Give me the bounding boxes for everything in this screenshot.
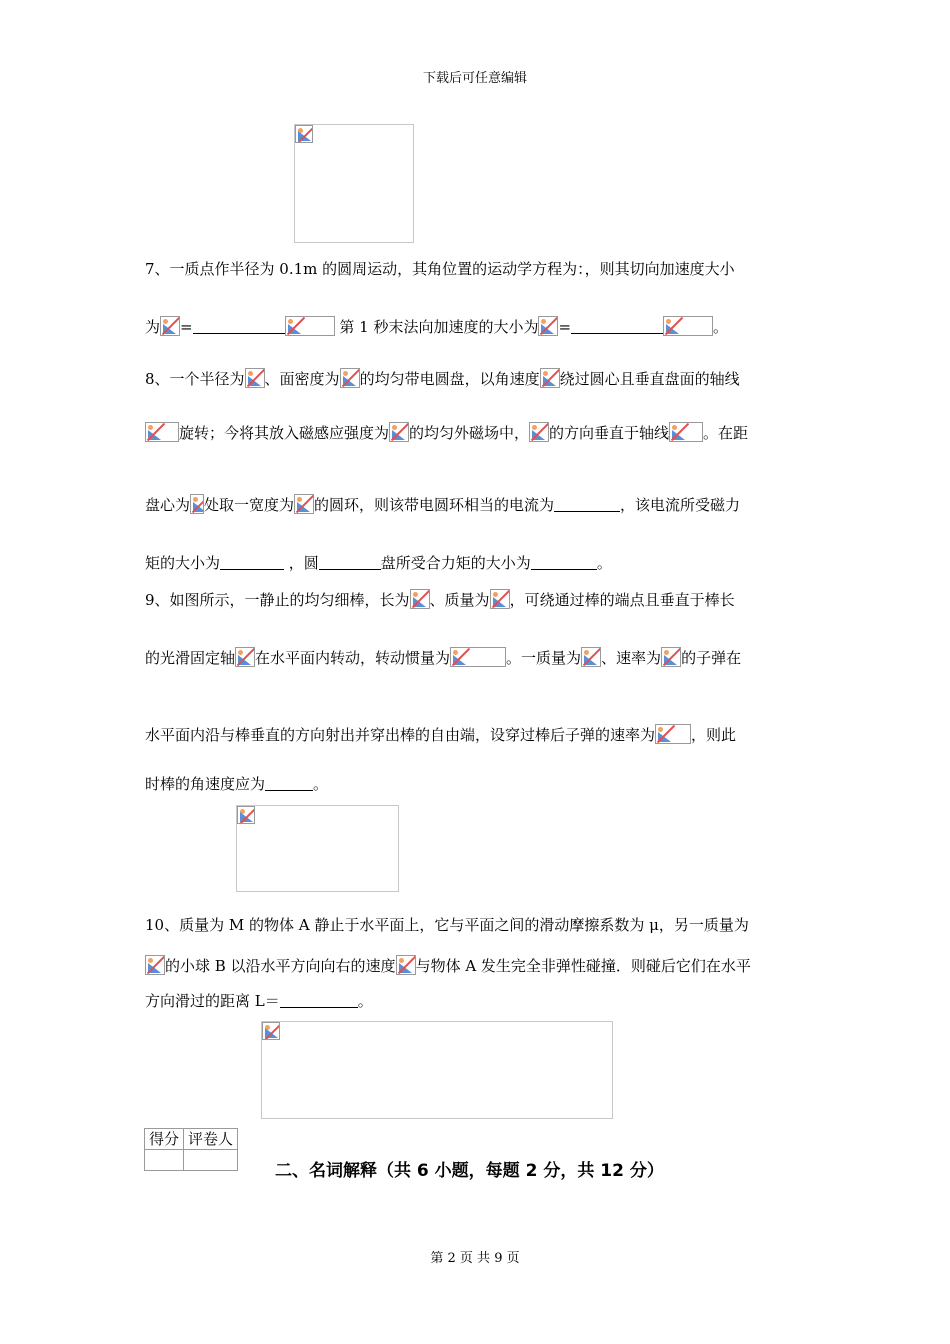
q9-line-4: 时棒的角速度应为 。 [145,775,329,793]
formula-image-icon [389,422,409,442]
q8-line-4: 矩的大小为 ，圆 盘所受合力矩的大小为 。 [145,554,612,572]
answer-blank[interactable] [554,496,620,512]
figure-placeholder-2 [236,805,399,892]
broken-image-icon [295,125,313,143]
formula-image-icon [285,316,335,336]
answer-blank[interactable] [280,992,358,1008]
q9-line-2: 的光滑固定轴 在水平面内转动，转动惯量为 。一质量为 、速率为 的子弹在 [145,649,742,667]
formula-image-icon [396,955,416,975]
q10-line-2: 的小球 B 以沿水平方向向右的速度 与物体 A 发生完全非弹性碰撞．则碰后它们在水平 [145,955,751,977]
formula-image-icon [160,316,180,336]
figure-placeholder-1 [294,124,414,243]
figure-placeholder-3 [261,1021,613,1119]
q8-line-2: 旋转；今将其放入磁感应强度为 的均匀外磁场中， 的方向垂直于轴线 。在距 [145,422,748,444]
formula-image-icon [145,955,165,975]
broken-image-icon [237,806,255,824]
q9-line-1: 9、如图所示，一静止的均匀细棒，长为 、质量为 ，可绕通过棒的端点且垂直于棒长 [145,591,735,609]
formula-image-icon [235,647,255,667]
answer-blank[interactable] [319,554,381,570]
formula-image-icon [529,422,549,442]
formula-image-icon [294,494,314,514]
formula-image-icon [663,316,713,336]
q10-line-1: 10、质量为 M 的物体 A 静止于水平面上，它与平面之间的滑动摩擦系数为 μ，另一质量为 [145,916,749,934]
grader-cell[interactable] [184,1150,238,1171]
section-2-title: 二、名词解释（共 6 小题，每题 2 分，共 12 分） [275,1161,664,1181]
q9-line-3: 水平面内沿与棒垂直的方向射出并穿出棒的自由端，设穿过棒后子弹的速率为 ，则此 [145,726,737,744]
formula-image-icon [245,368,265,388]
page-header: 下载后可任意编辑 [422,71,527,86]
answer-blank[interactable] [531,554,597,570]
broken-image-icon [262,1022,280,1040]
score-table [144,1128,238,1171]
q8-line-1: 8、一个半径为 、面密度为 的均匀带电圆盘，以角速度 绕过圆心且垂直盘面的轴线 [145,370,740,388]
q7-line-1: 7、一质点作半径为 0.1m 的圆周运动，其角位置的运动学方程为：，则其切向加速度大小 [145,260,735,278]
answer-blank[interactable] [571,318,663,334]
q8-line-3: 盘心为 处取一宽度为 的圆环，则该带电圆环相当的电流为 ，该电流所受磁力 [145,496,741,514]
formula-image-icon [145,422,179,442]
formula-image-icon [661,647,681,667]
formula-image-icon [190,494,204,514]
formula-image-icon [655,724,691,744]
formula-image-icon [538,316,558,336]
page-footer: 第 2 页 共 9 页 [430,1251,520,1266]
formula-image-icon [540,368,560,388]
formula-image-icon [340,368,360,388]
score-cell[interactable] [145,1150,184,1171]
formula-image-icon [410,589,430,609]
formula-image-icon [450,647,506,667]
answer-blank[interactable] [220,554,284,570]
answer-blank[interactable] [193,318,285,334]
grader-header: 评卷人 [184,1129,238,1150]
formula-image-icon [490,589,510,609]
answer-blank[interactable] [265,775,313,791]
score-header: 得分 [145,1129,184,1150]
q10-line-3: 方向滑过的距离 L＝ 。 [145,992,373,1010]
formula-image-icon [581,647,601,667]
formula-image-icon [669,422,703,442]
q7-line-2: 为 = 第 1 秒末法向加速度的大小为 = 。 [145,318,729,336]
